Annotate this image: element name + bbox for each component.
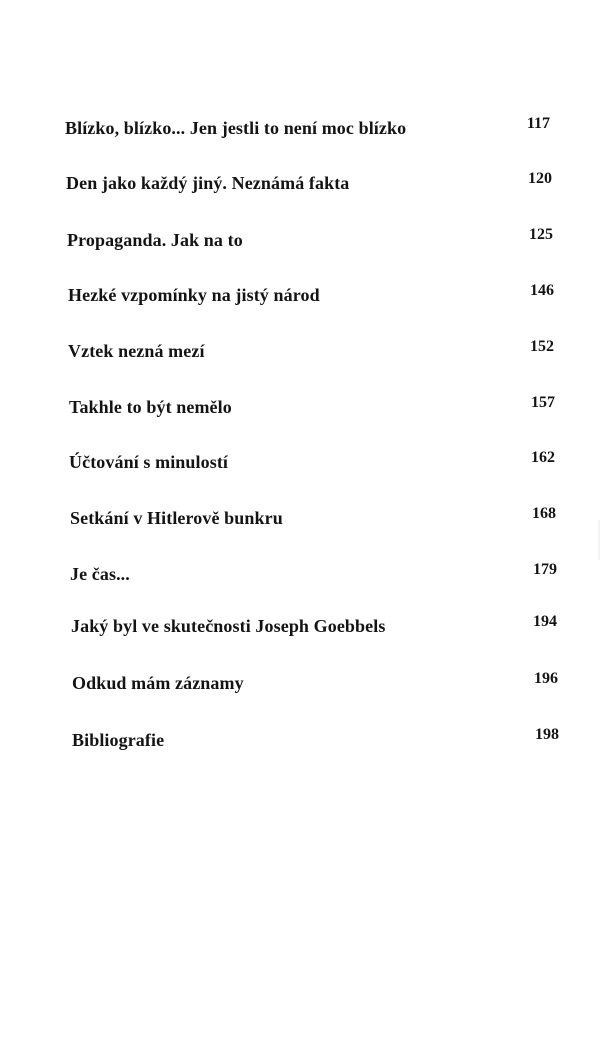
toc-entry-page-number: 152 <box>530 338 554 355</box>
toc-entry <box>0 672 600 702</box>
toc-entry-title: Blízko, blízko... Jen jestli to není moc blízko <box>65 118 407 138</box>
toc-entry-page-number: 168 <box>532 505 556 522</box>
toc-entry-page-number: 157 <box>531 394 555 411</box>
toc-entry <box>0 172 600 202</box>
toc-entry <box>0 284 600 314</box>
toc-entry-title: Den jako každý jiný. Neznámá fakta <box>66 173 350 193</box>
toc-entry-title: Bibliografie <box>72 730 165 750</box>
toc-entry-title: Účtování s minulostí <box>69 452 229 472</box>
toc-entry <box>0 563 600 593</box>
toc-entry <box>0 507 600 537</box>
toc-entry-page-number: 162 <box>531 449 555 466</box>
toc-entry-title: Propaganda. Jak na to <box>67 230 243 250</box>
toc-entry-title: Je čas... <box>70 564 130 584</box>
toc-entry-page-number: 194 <box>533 613 557 630</box>
toc-entry-title: Takhle to být nemělo <box>69 397 232 417</box>
toc-entry-title: Odkud mám záznamy <box>72 673 244 693</box>
toc-entry <box>0 451 600 481</box>
toc-entry <box>0 117 600 147</box>
toc-entry-title: Setkání v Hitlerově bunkru <box>70 508 283 528</box>
toc-entry-page-number: 120 <box>528 170 552 187</box>
toc-entry <box>0 615 600 645</box>
toc-entry-title: Hezké vzpomínky na jistý národ <box>68 285 320 305</box>
toc-entry-page-number: 196 <box>534 670 558 687</box>
toc-entry-page-number: 179 <box>533 561 557 578</box>
toc-entry-page-number: 198 <box>535 726 559 743</box>
toc-entry <box>0 396 600 426</box>
toc-entry-title: Vztek nezná mezí <box>68 341 205 361</box>
toc-entry <box>0 726 600 759</box>
toc-entry-title: Jaký byl ve skutečnosti Joseph Goebbels <box>71 616 386 636</box>
toc-entry <box>0 340 600 370</box>
toc-entry <box>0 226 600 259</box>
toc-entry-page-number: 125 <box>529 226 553 243</box>
toc-entry-page-number: 146 <box>530 282 554 299</box>
toc-entry-page-number: 117 <box>526 115 550 132</box>
